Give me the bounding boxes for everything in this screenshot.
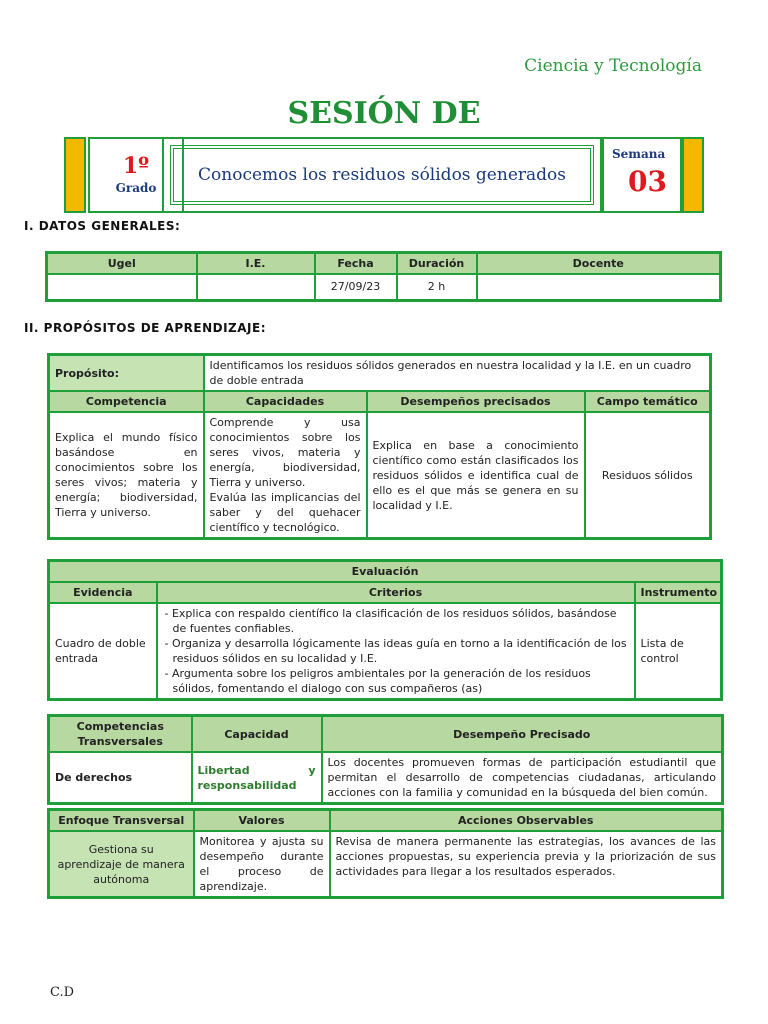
transversales-header: Competencias Transversales xyxy=(49,716,192,753)
valores-text: Monitorea y ajusta su desempeño durante el proceso de aprendizaje. xyxy=(194,831,330,898)
section-heading-propositos: II. PROPÓSITOS DE APRENDIZAJE: xyxy=(24,321,266,335)
capacidad-item: Evalúa las implicancias del saber y del quehacer científico y tecnológico. xyxy=(209,491,361,534)
capacidad-item: Comprende y usa conocimientos sobre los seres vivos, materia y energía, biodiversidad, Tierra y universo. xyxy=(209,416,361,489)
grade-label: Grado xyxy=(115,181,157,195)
transversales-header: Capacidad xyxy=(192,716,322,753)
right-accent-bar xyxy=(682,137,704,213)
transversales-header: Desempeño Precisado xyxy=(322,716,723,753)
section-heading-datos: I. DATOS GENERALES: xyxy=(24,219,181,233)
instrumento-text: Lista de control xyxy=(635,603,722,700)
enfoque-transversal: Gestiona su aprendizaje de manera autónoma xyxy=(49,831,194,898)
proposito-label: Propósito: xyxy=(49,355,204,392)
datos-header: Fecha xyxy=(315,253,397,275)
week-box xyxy=(602,137,682,213)
desempeno-transversal: Los docentes promueven formas de participación estudiantil que permitan el desarrollo de competencias ciudadanas, articulando acciones con la familia y comunidad en la búsqueda del bien común. xyxy=(322,752,723,804)
capacidad-transversal: Libertad y responsabilidad xyxy=(192,752,322,804)
acciones-text: Revisa de manera permanente las estrategias, los avances de las acciones propuestas, su experiencia previa y la priorización de sus actividades para llegar a los resultados esperados. xyxy=(330,831,723,898)
criterio-item: - Argumenta sobre los peligros ambientales por la generación de los residuos sólidos, fomentando el dialogo con sus compañeros (as) xyxy=(164,667,591,695)
ugel-value xyxy=(47,274,197,300)
propositos-header: Campo temático xyxy=(585,391,711,412)
page-title: SESIÓN DE xyxy=(287,96,481,131)
enfoque-header: Enfoque Transversal xyxy=(49,810,194,832)
fecha-value: 27/09/23 xyxy=(315,274,397,300)
enfoque-table xyxy=(47,808,724,899)
transversales-table xyxy=(47,714,724,805)
propositos-header: Competencia xyxy=(49,391,204,412)
session-title: Conocemos los residuos sólidos generados xyxy=(170,145,594,205)
propositos-table xyxy=(47,353,712,540)
evaluacion-header: Evidencia xyxy=(49,582,157,603)
session-header xyxy=(64,137,704,213)
datos-header: Ugel xyxy=(47,253,197,275)
grade-number: 1º xyxy=(122,153,150,179)
competencia-text: Explica el mundo físico basándose en conocimientos sobre los seres vivos; materia y energía; biodiversidad, Tierra y universo. xyxy=(49,412,204,539)
ie-value xyxy=(197,274,315,300)
criterios-list xyxy=(163,606,629,696)
propositos-header: Desempeños precisados xyxy=(367,391,585,412)
evaluacion-header: Criterios xyxy=(157,582,635,603)
criterio-item: - Organiza y desarrolla lógicamente las ideas guía en torno a la identificación de los residuos sólidos en su localidad y I.E. xyxy=(164,637,627,665)
evaluacion-title: Evaluación xyxy=(49,561,722,583)
propositos-header: Capacidades xyxy=(204,391,367,412)
evaluacion-header: Instrumento xyxy=(635,582,722,603)
session-title-box xyxy=(162,137,602,213)
competencia-transversal: De derechos xyxy=(49,752,192,804)
footer-mark: C.D xyxy=(50,985,75,1000)
left-accent-bar xyxy=(64,137,86,213)
datos-header: Duración xyxy=(397,253,477,275)
enfoque-header: Valores xyxy=(194,810,330,832)
datos-header: Docente xyxy=(477,253,721,275)
subject-label: Ciencia y Tecnología xyxy=(524,56,702,76)
desempenos-text: Explica en base a conocimiento científico como están clasificados los residuos sólidos e identifica cual de ello es el que más se genera en su localidad y I.E. xyxy=(367,412,585,539)
criterios-cell xyxy=(157,603,635,700)
enfoque-header: Acciones Observables xyxy=(330,810,723,832)
evaluacion-table xyxy=(47,559,723,701)
campo-tematico: Residuos sólidos xyxy=(585,412,711,539)
proposito-text: Identificamos los residuos sólidos generados en nuestra localidad y la I.E. en un cuadro de doble entrada xyxy=(204,355,711,392)
datos-table xyxy=(45,251,722,302)
week-label: Semana xyxy=(612,147,666,161)
evidencia-text: Cuadro de doble entrada xyxy=(49,603,157,700)
criterio-item: - Explica con respaldo científico la clasificación de los residuos sólidos, basándose de fuentes confiables. xyxy=(164,607,617,635)
week-number: 03 xyxy=(628,165,667,198)
capacidades-cell xyxy=(204,412,367,539)
docente-value xyxy=(477,274,721,300)
duracion-value: 2 h xyxy=(397,274,477,300)
datos-header: I.E. xyxy=(197,253,315,275)
